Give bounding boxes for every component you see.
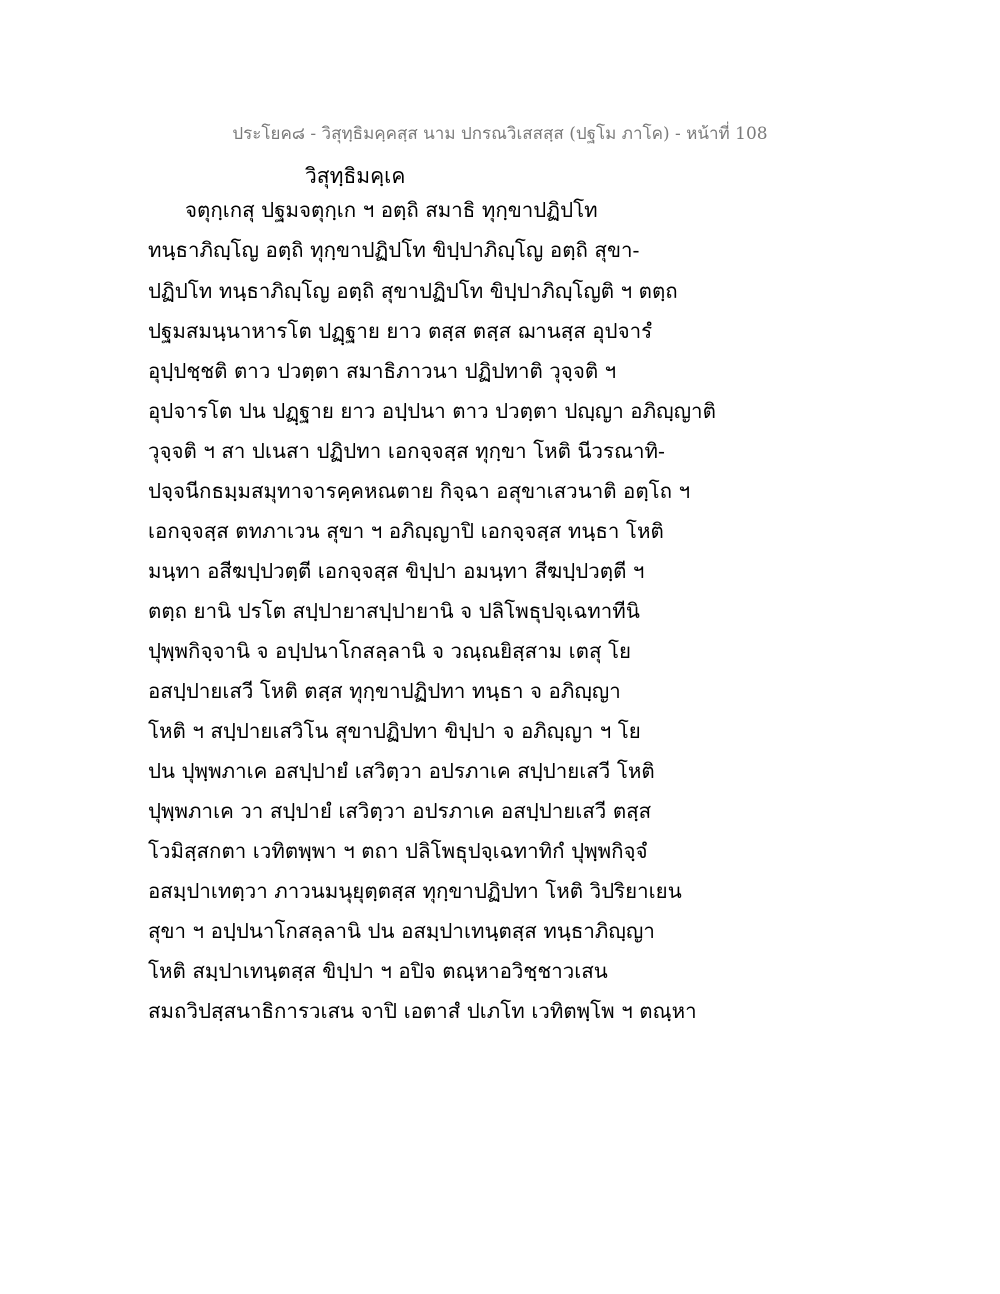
text-line: โวมิสฺสกตา เวทิตพฺพา ฯ ตถา ปลิโพธุปจฺเฉทาทิกํ ปุพฺพกิจฺจํ — [148, 839, 648, 863]
text-line: ตตฺถ ยานิ ปรโต สปฺปายาสปฺปายานิ จ ปลิโพธุปจฺเฉทาทีนิ — [148, 599, 640, 623]
text-line: อุปจารโต ปน ปฏฺฐาย ยาว อปฺปนา ตาว ปวตฺตา ปญฺญา อภิญฺญาติ — [148, 399, 716, 423]
text-line: อสปฺปายเสวี โหติ ตสฺส ทุกฺขาปฏิปทา ทนฺธา จ อภิญฺญา — [148, 679, 621, 703]
text-line: วุจฺจติ ฯ สา ปเนสา ปฏิปทา เอกจฺจสฺส ทุกฺขา โหติ นีวรณาทิ- — [148, 439, 665, 463]
text-line: ทนฺธาภิญฺโญ อตฺถิ ทุกฺขาปฏิปโท ขิปฺปาภิญฺโญ อตฺถิ สุขา- — [148, 238, 640, 262]
text-line: เอกจฺจสฺส ตทภาเวน สุขา ฯ อภิญฺญาปิ เอกจฺจสฺส ทนฺธา โหติ — [148, 519, 664, 543]
text-line: ปน ปุพฺพภาเค อสปฺปายํ เสวิตฺวา อปรภาเค สปฺปายเสวี โหติ — [148, 759, 655, 783]
text-line: มนฺทา อสีฆปฺปวตฺตี เอกจฺจสฺส ขิปฺปา อมนฺทา สีฆปฺปวตฺตี ฯ — [148, 559, 645, 583]
text-line: ปฏิปโท ทนฺธาภิญฺโญ อตฺถิ สุขาปฏิปโท ขิปฺปาภิญฺโญติ ฯ ตตฺถ — [148, 279, 678, 303]
section-title: วิสุทฺธิมคฺเค — [305, 164, 406, 188]
text-line: โหติ ฯ สปฺปายเสวิโน สุขาปฏิปทา ขิปฺปา จ อภิญฺญา ฯ โย — [148, 719, 641, 743]
text-line: โหติ สมฺปาเทนฺตสฺส ขิปฺปา ฯ อปิจ ตณฺหาอวิชฺชาวเสน — [148, 959, 608, 983]
text-line: ปุพฺพภาเค วา สปฺปายํ เสวิตฺวา อปรภาเค อสปฺปายเสวี ตสฺส — [148, 799, 652, 823]
text-line: สมถวิปสฺสนาธิการวเสน จาปิ เอตาสํ ปเภโท เวทิตพฺโพ ฯ ตณฺหา — [148, 999, 697, 1023]
text-line: อสมฺปาเทตฺวา ภาวนมนุยุตฺตสฺส ทุกฺขาปฏิปทา โหติ วิปริยาเยน — [148, 879, 682, 903]
text-line: อุปฺปชฺชติ ตาว ปวตฺตา สมาธิภาวนา ปฏิปทาติ วุจฺจติ ฯ — [148, 359, 617, 383]
text-line: สุขา ฯ อปฺปนาโกสลฺลานิ ปน อสมฺปาเทนฺตสฺส ทนฺธาภิญฺญา — [148, 919, 655, 943]
text-line: ปุพฺพกิจฺจานิ จ อปฺปนาโกสลฺลานิ จ วณฺณยิสฺสาม เตสุ โย — [148, 639, 632, 663]
text-line: ปฐมสมนฺนาหารโต ปฏฺฐาย ยาว ตสฺส ตสฺส ฌานสฺส อุปจารํ — [148, 319, 653, 343]
text-line: ปจฺจนีกธมฺมสมุทาจารคฺคหณตาย กิจฺฉา อสุขาเสวนาติ อตฺโถ ฯ — [148, 479, 691, 503]
text-line: จตุกฺเกสุ ปฐมจตุกฺเก ฯ อตฺถิ สมาธิ ทุกฺขาปฏิปโท — [185, 198, 598, 222]
running-header: ประโยค๘ - วิสุทฺธิมคฺคสฺส นาม ปกรณวิเสสสฺส (ปฐโม ภาโค) - หน้าที่ 108 — [232, 124, 768, 144]
